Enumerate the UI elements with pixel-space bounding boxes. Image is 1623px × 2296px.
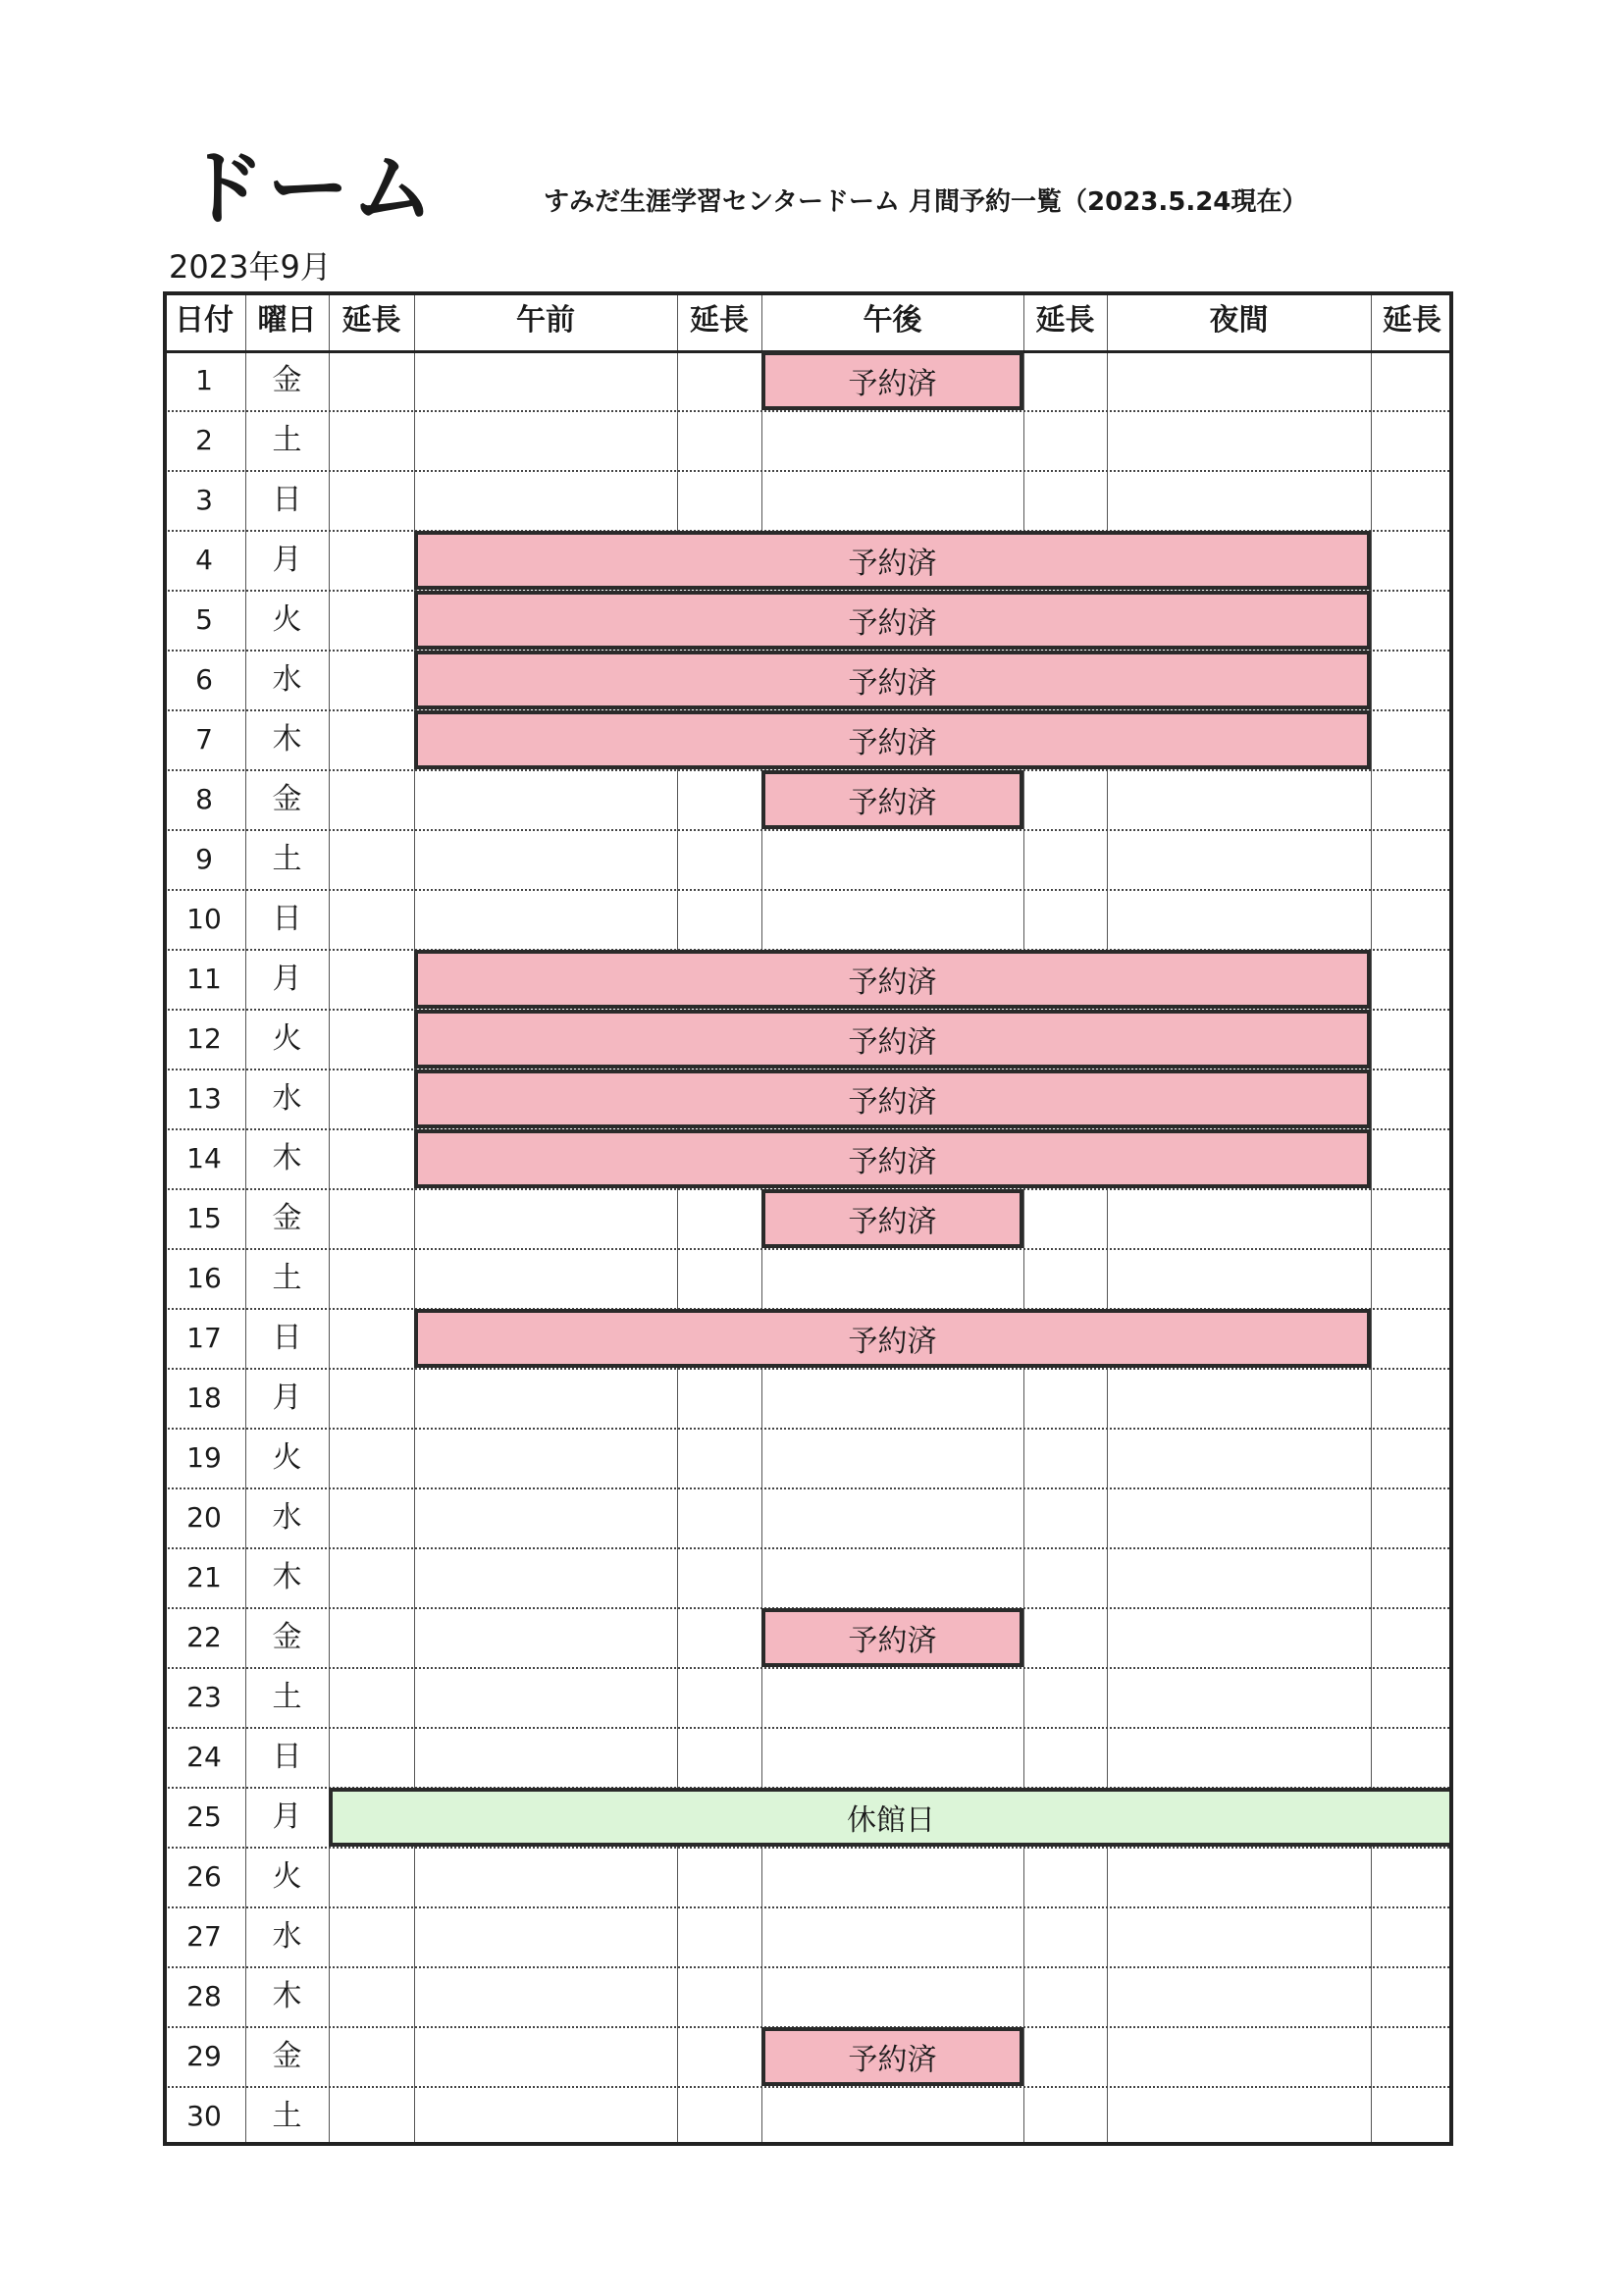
weekday: 金 [272,2038,302,2073]
weekday: 火 [272,1439,302,1475]
weekday: 水 [272,1918,302,1954]
weekday: 金 [272,1619,302,1654]
weekday: 土 [272,422,302,457]
day-number: 8 [195,782,213,815]
weekday: 土 [272,841,302,876]
day-number: 30 [186,2099,222,2132]
page-title: ドーム [183,140,437,236]
column-header-col-weekday: 曜日 [257,303,317,338]
reserved-block: 予約済 [414,1070,1371,1128]
day-number: 13 [186,1081,222,1115]
day-number: 22 [186,1620,222,1653]
day-number: 23 [186,1680,222,1713]
weekday: 火 [272,601,302,637]
weekday: 金 [272,781,302,816]
day-number: 11 [186,962,222,995]
reserved-block: 予約済 [761,351,1023,410]
day-number: 29 [186,2039,222,2072]
day-number: 19 [186,1440,222,1474]
day-number: 12 [186,1021,222,1055]
reserved-block: 予約済 [761,770,1023,829]
day-number: 24 [186,1740,222,1773]
column-header-col-ext-2: 延長 [690,303,749,338]
weekday: 月 [272,961,302,996]
weekday: 土 [272,1260,302,1295]
weekday: 土 [272,2098,302,2133]
day-number: 9 [195,842,213,875]
weekday: 火 [272,1858,302,1894]
weekday: 水 [272,1080,302,1116]
day-number: 26 [186,1859,222,1893]
day-number: 16 [186,1261,222,1294]
column-header-col-ext-1: 延長 [341,303,401,338]
day-number: 4 [195,543,213,576]
reserved-block: 予約済 [414,651,1371,709]
weekday: 木 [272,721,302,757]
weekday: 金 [272,362,302,397]
month-label: 2023年9月 [169,248,332,286]
weekday: 木 [272,1140,302,1175]
column-header-col-ext-4: 延長 [1383,303,1441,338]
weekday: 月 [272,1799,302,1834]
day-number: 21 [186,1560,222,1593]
weekday: 日 [272,1739,302,1774]
day-number: 3 [195,483,213,516]
reserved-block: 予約済 [414,950,1371,1009]
weekday: 水 [272,1499,302,1535]
reserved-block: 予約済 [414,591,1371,650]
reserved-block: 予約済 [761,1189,1023,1248]
day-number: 5 [195,602,213,636]
reserved-block: 予約済 [414,710,1371,769]
day-number: 6 [195,662,213,696]
reserved-block: 予約済 [414,1129,1371,1188]
reserved-block: 予約済 [414,531,1371,590]
reserved-block: 予約済 [761,2027,1023,2086]
column-header-col-date: 日付 [175,303,234,338]
weekday: 木 [272,1559,302,1594]
closed-day-block: 休館日 [329,1788,1453,1847]
day-number: 25 [186,1800,222,1833]
day-number: 17 [186,1321,222,1354]
day-number: 18 [186,1381,222,1414]
weekday: 水 [272,661,302,697]
day-number: 20 [186,1500,222,1534]
day-number: 14 [186,1141,222,1174]
column-header-col-night: 夜間 [1209,303,1269,338]
reserved-block: 予約済 [414,1010,1371,1069]
weekday: 日 [272,482,302,517]
page-subtitle: すみだ生涯学習センタードーム 月間予約一覧（2023.5.24現在） [544,187,1308,217]
column-header-col-ext-3: 延長 [1035,303,1095,338]
day-number: 27 [186,1919,222,1953]
weekday: 月 [272,1380,302,1415]
column-header-col-morning: 午前 [516,303,575,338]
weekday: 日 [272,901,302,936]
reserved-block: 予約済 [414,1309,1371,1368]
day-number: 15 [186,1201,222,1234]
weekday: 金 [272,1200,302,1235]
day-number: 10 [186,902,222,935]
weekday: 日 [272,1320,302,1355]
day-number: 2 [195,423,213,456]
column-header-col-afternoon: 午後 [863,303,922,338]
weekday: 火 [272,1020,302,1056]
reserved-block: 予約済 [761,1608,1023,1667]
day-number: 28 [186,1979,222,2012]
day-number: 7 [195,722,213,756]
weekday: 土 [272,1679,302,1714]
weekday: 木 [272,1978,302,2013]
weekday: 月 [272,542,302,577]
day-number: 1 [195,363,213,396]
table-frame [163,291,1453,2146]
